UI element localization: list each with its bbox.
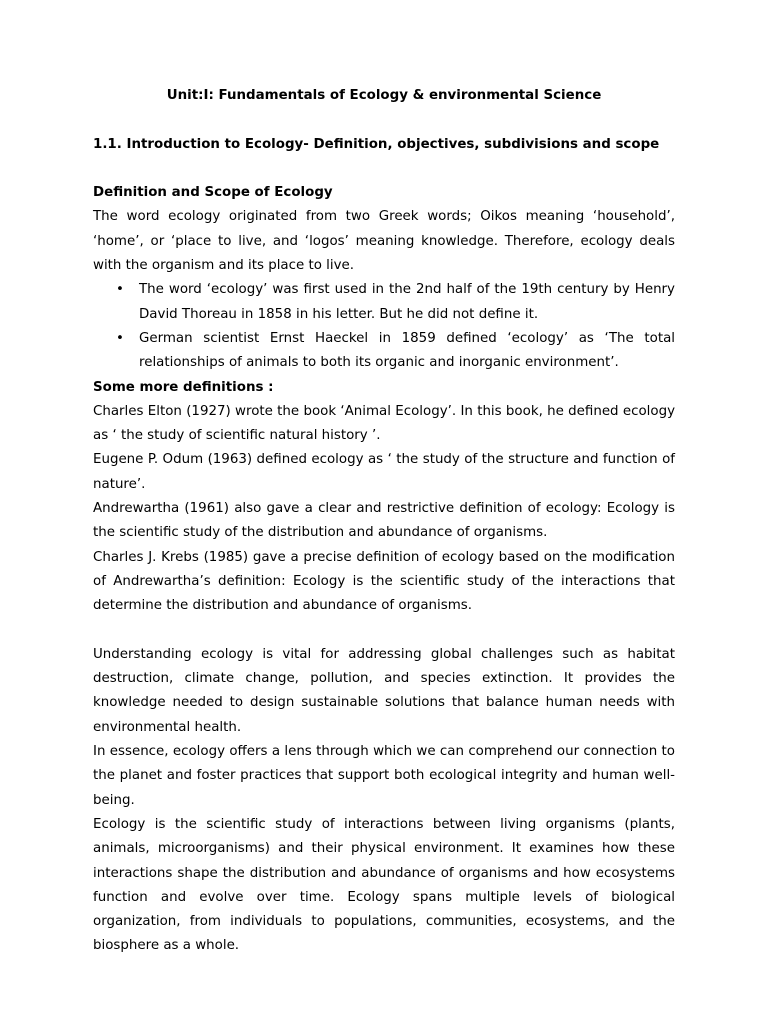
closing-paragraph: Ecology is the scientific study of interactions between living organisms (plants, animals, microorganisms) and their physical environment. It examines how these interactions shape the distribution and abundance of organisms and how ecosystems function and evolve over time. Ecology spans multiple levels of biological organization, from individuals to populations, communities, ecosystems, and the biosphere as a whole. (93, 816, 675, 954)
bullet-item (93, 327, 675, 376)
definition-paragraph: Andrewartha (1961) also gave a clear and restrictive definition of ecology: Ecology is the scientific study of the distribution and abundance of organisms. (93, 501, 675, 541)
section-heading: 1.1. Introduction to Ecology- Definition, objectives, subdivisions and scope (93, 136, 660, 152)
paragraph-spacer (93, 619, 675, 643)
subheading-definition: Definition and Scope of Ecology (93, 185, 333, 201)
subheading-more-definitions: Some more definitions : (93, 379, 274, 395)
bullet-text: The word ‘ecology’ was first used in the 2nd half of the 19th century by Henry David Thoreau in 1858 in his letter. But he did not define it. (139, 282, 675, 322)
closing-paragraph: In essence, ecology offers a lens through which we can comprehend our connection to the planet and foster practices that support both ecological integrity and human well-being. (93, 744, 675, 808)
bullet-item (93, 278, 675, 327)
document-page (93, 84, 675, 959)
definition-paragraph: Charles Elton (1927) wrote the book ‘Animal Ecology’. In this book, he defined ecology as ‘ the study of scientific natural history ’. (93, 403, 675, 444)
intro-paragraph: The word ecology originated from two Greek words; Oikos meaning ‘household’, ‘home’, or ‘place to live, and ‘logos’ meaning knowledge. Therefore, ecology deals with the organism and its place to live. (93, 209, 675, 274)
bullet-list (93, 278, 675, 375)
definition-paragraph: Charles J. Krebs (1985) gave a precise definition of ecology based on the modification of Andrewartha’s definition: Ecology is the scientific study of the interactions that determine the distribution and abundance of organisms. (93, 549, 675, 614)
bullet-icon: • (116, 282, 124, 298)
document-title: Unit:I: Fundamentals of Ecology & environmental Science (166, 88, 602, 103)
closing-paragraph: Understanding ecology is vital for addressing global challenges such as habitat destruction, climate change, pollution, and species extinction. It provides the knowledge needed to design sustainable solutions that balance human needs with environmental health. (93, 646, 675, 735)
definition-paragraph: Eugene P. Odum (1963) defined ecology as ‘ the study of the structure and function of nature’. (93, 452, 675, 492)
bullet-text: German scientist Ernst Haeckel in 1859 defined ‘ecology’ as ‘The total relationships of animals to both its organic and inorganic environment’. (139, 330, 675, 371)
bullet-icon: • (116, 330, 124, 346)
